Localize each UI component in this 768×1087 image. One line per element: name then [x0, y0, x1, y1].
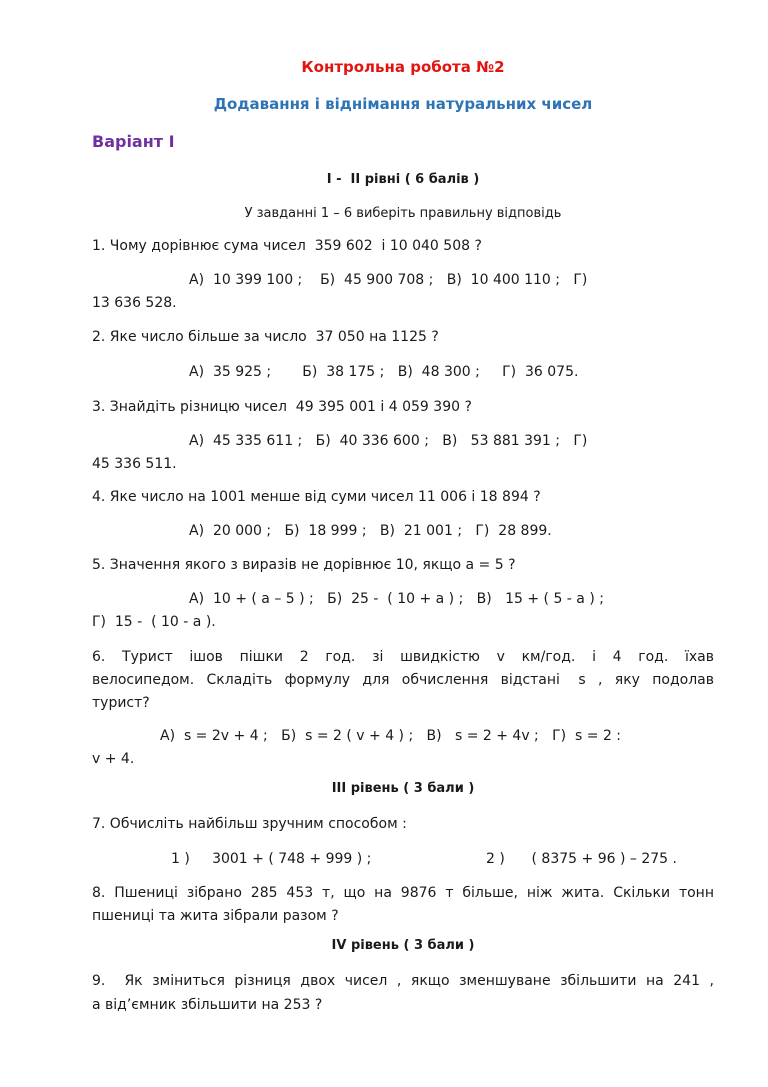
instruction-text: У завданні 1 – 6 виберіть правильну відповідь [244, 206, 562, 221]
task-6-question-line-2: велосипедом. Складіть формулу для обчислення відстані s , яку подолав [92, 672, 714, 688]
task-3-answers-cont: 45 336 511. [92, 456, 177, 472]
document-subtitle: Додавання і віднімання натуральних чисел [213, 95, 593, 113]
task-3-answers: А) 45 335 611 ; Б) 40 336 600 ; В) 53 881 391 ; Г) [189, 433, 588, 449]
task-3-question: 3. Знайдіть різницю чисел 49 395 001 і 4 059 390 ? [92, 399, 472, 415]
task-4-question: 4. Яке число на 1001 менше від суми чисел 11 006 і 18 894 ? [92, 489, 541, 505]
task-8-question-line-1: 8. Пшениці зібрано 285 453 т, що на 9876 т більше, ніж жита. Скільки тонн [92, 885, 714, 901]
level-3-heading: ІІІ рівень ( 3 бали ) [331, 781, 475, 796]
task-7-part-1: 1 ) 3001 + ( 748 + 999 ) ; [171, 851, 372, 867]
task-5-answers: А) 10 + ( а – 5 ) ; Б) 25 - ( 10 + а ) ; В) 15 + ( 5 - а ) ; [189, 591, 604, 607]
level-1-2-heading: І - ІІ рівні ( 6 балів ) [326, 172, 480, 187]
task-6-answers-cont: v + 4. [92, 751, 135, 767]
task-6-question-line-1: 6. Турист ішов пішки 2 год. зі швидкістю v км/год. і 4 год. їхав [92, 649, 714, 665]
task-1-answers: А) 10 399 100 ; Б) 45 900 708 ; В) 10 400 110 ; Г) [189, 272, 588, 288]
task-9-question-line-1: 9. Як зміниться різниця двох чисел , якщо зменшуване збільшити на 241 , [92, 973, 714, 989]
task-6-question-line-3: турист? [92, 695, 150, 711]
task-2-answers: А) 35 925 ; Б) 38 175 ; В) 48 300 ; Г) 36 075. [189, 364, 579, 380]
task-5-answers-cont: Г) 15 - ( 10 - а ). [92, 614, 216, 630]
level-4-heading: ІV рівень ( 3 бали ) [331, 938, 475, 953]
task-7-part-2: 2 ) ( 8375 + 96 ) – 275 . [486, 851, 677, 867]
task-5-question: 5. Значення якого з виразів не дорівнює 10, якщо а = 5 ? [92, 557, 516, 573]
document-title: Контрольна робота №2 [301, 58, 505, 76]
task-8-question-line-2: пшениці та жита зібрали разом ? [92, 908, 339, 924]
task-1-answers-cont: 13 636 528. [92, 295, 177, 311]
variant-heading: Варіант І [92, 132, 175, 151]
task-9-question-line-2: а від’ємник збільшити на 253 ? [92, 997, 323, 1013]
task-2-question: 2. Яке число більше за число 37 050 на 1125 ? [92, 329, 439, 345]
task-6-answers: А) s = 2v + 4 ; Б) s = 2 ( v + 4 ) ; В) s = 2 + 4v ; Г) s = 2 : [160, 728, 622, 744]
task-1-question: 1. Чому дорівнює сума чисел 359 602 і 10 040 508 ? [92, 238, 482, 254]
task-4-answers: А) 20 000 ; Б) 18 999 ; В) 21 001 ; Г) 28 899. [189, 523, 552, 539]
task-7-question: 7. Обчисліть найбільш зручним способом : [92, 816, 407, 832]
